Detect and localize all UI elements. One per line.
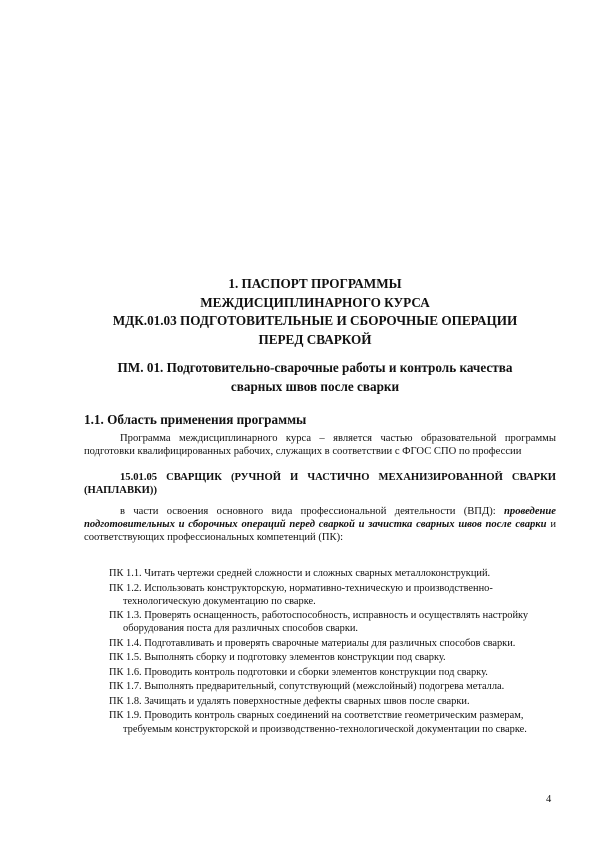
heading-line-5: ПМ. 01. Подготовительно-сварочные работы и контроль качества [117,360,513,375]
profession-title: 15.01.05 СВАРЩИК (РУЧНОЙ И ЧАСТИЧНО МЕХАНИЗИРОВАННОЙ СВАРКИ (НАПЛАВКИ)) [84,472,556,497]
heading-line-3: МДК.01.03 ПОДГОТОВИТЕЛЬНЫЕ И СБОРОЧНЫЕ ОПЕРАЦИИ [112,313,518,328]
competency-list [109,567,554,737]
activity-emphasis: проведение подготовительных и сборочных операций перед сваркой и зачистка сварных швов после сварки [84,506,556,531]
activity-text-end: и соответствующих профессиональных компетенций (ПК): [84,519,556,544]
competency-item: ПК 1.6. Проводить контроль подготовки и сборки элементов конструкции под сварку. [109,666,488,678]
competency-item: ПК 1.5. Выполнять сборку и подготовку элементов конструкции под сварку. [109,652,446,664]
activity-paragraph [84,505,556,545]
competency-item: ПК 1.7. Выполнять предварительный, сопутствующий (межслойный) подогрева металла. [109,681,505,693]
competency-item: ПК 1.2. Использовать конструкторскую, нормативно-техническую и производственно-технологическую документацию по сварке. [109,582,493,607]
competency-item: ПК 1.1. Читать чертежи средней сложности и сложных сварных металлоконструкций. [109,568,491,579]
module-heading [60,359,570,396]
heading-line-2: МЕЖДИСЦИПЛИНАРНОГО КУРСА [200,294,430,310]
intro-paragraph: Программа междисциплинарного курса – является частью образовательной программы подготовки квалифицированных рабочих, служащих в соответствии с ФГОС СПО по профессии [84,433,556,458]
competency-item: ПК 1.9. Проводить контроль сварных соединений на соответствие геометрическим размерам, требуемым конструкторской и производственно-технологической документации по сварке. [109,710,527,735]
heading-line-4: ПЕРЕД СВАРКОЙ [258,331,372,347]
competency-item: ПК 1.3. Проверять оснащенность, работоспособность, исправность и осуществлять настройку оборудования поста для различных способов сварки. [109,610,529,635]
page-number: 4 [546,794,552,805]
competency-item: ПК 1.8. Зачищать и удалять поверхностные дефекты сварных швов после сварки. [109,695,470,707]
heading-line-1: 1. ПАСПОРТ ПРОГРАММЫ [228,276,402,291]
section-title: 1.1. Область применения программы [84,412,307,427]
program-passport-heading [60,275,570,312]
course-heading [60,312,570,349]
competency-item: ПК 1.4. Подготавливать и проверять сварочные материалы для различных способов сварки. [109,637,516,649]
heading-line-6: сварных швов после сварки [230,378,400,394]
activity-text-start: в части освоения основного вида профессиональной деятельности (ВПД): [120,506,496,517]
